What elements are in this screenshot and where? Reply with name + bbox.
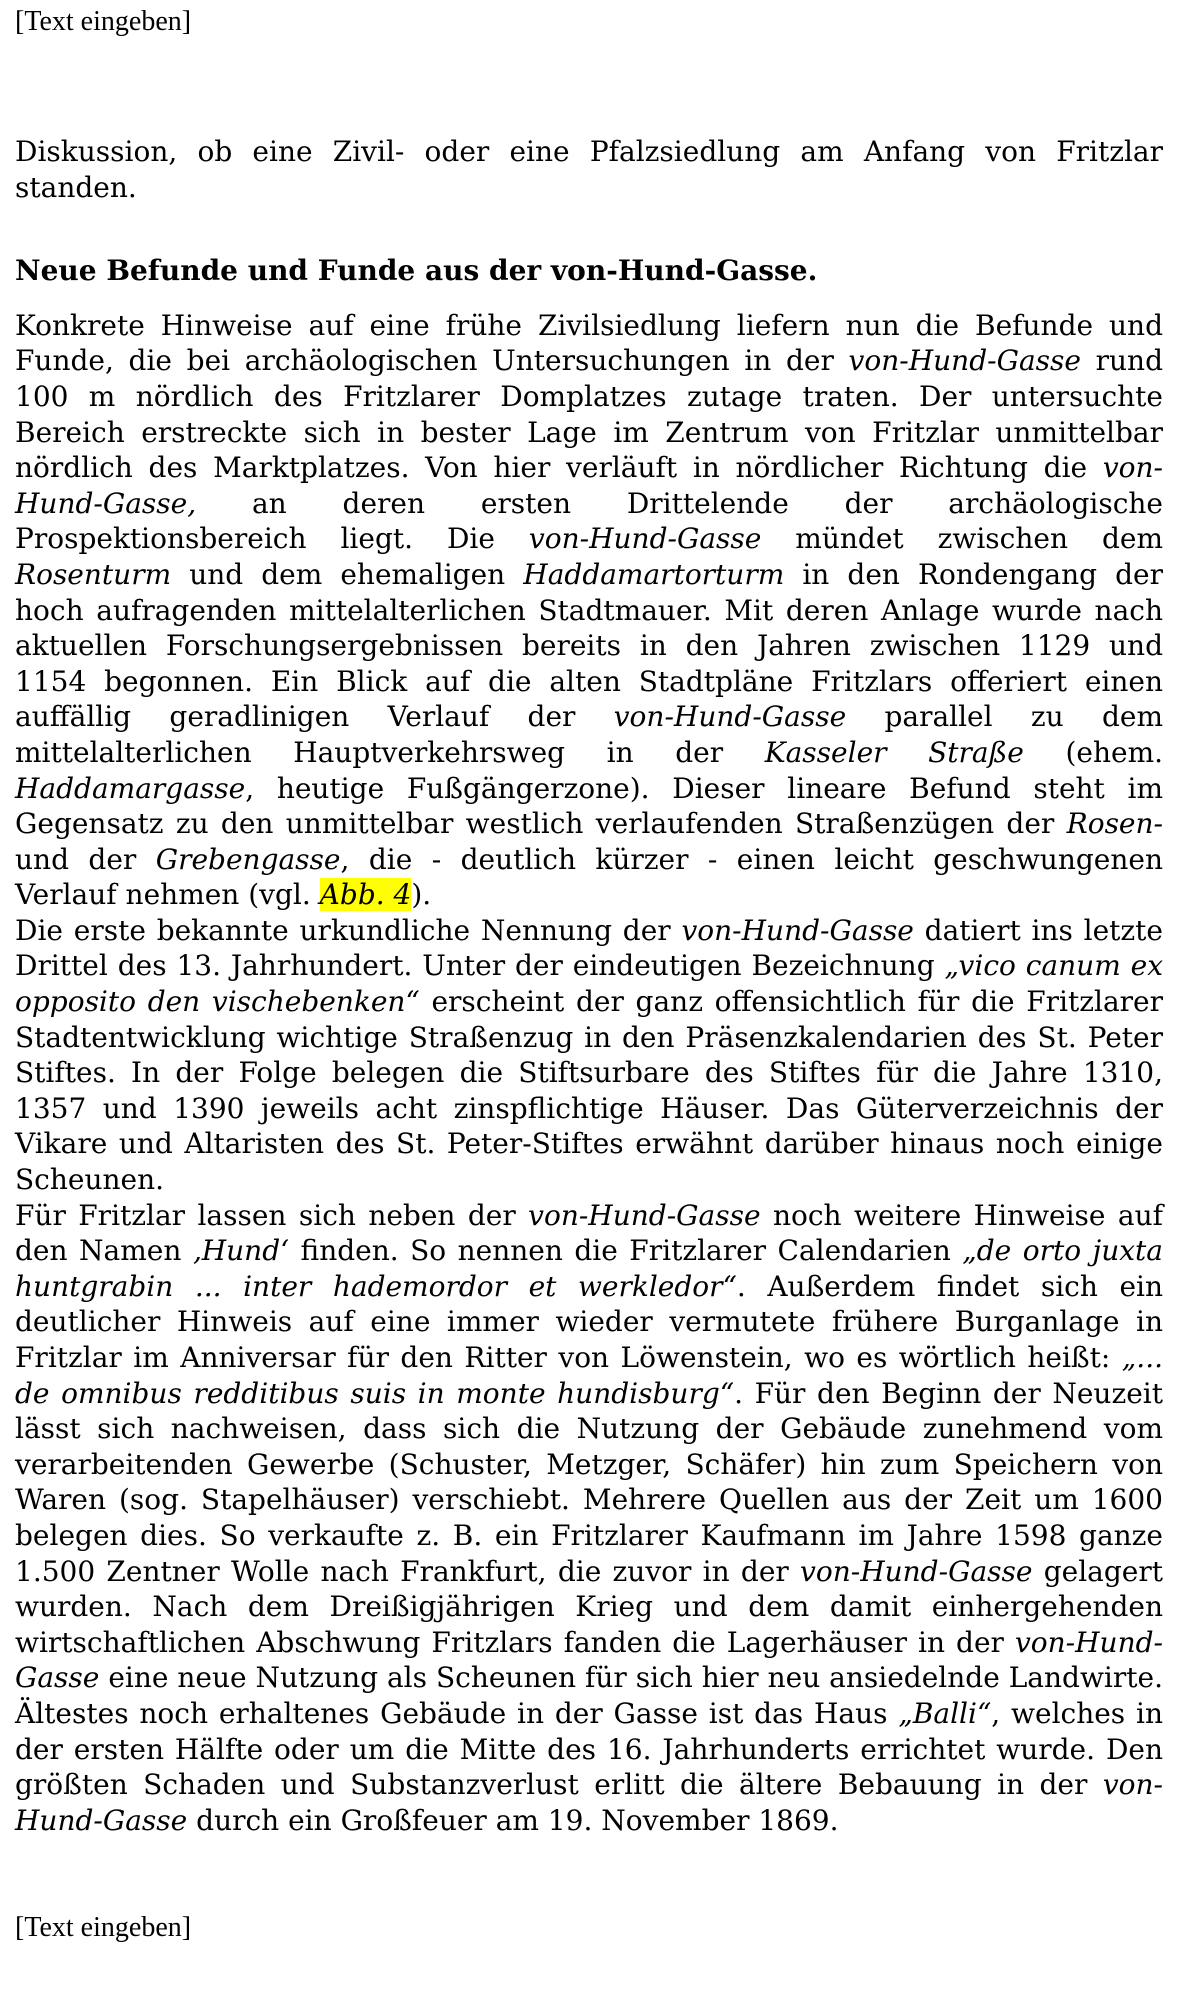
text-run: rund 100 m nördlich des Fritzlarer Domplatzes zutage traten. Der untersuchte Bereich erstreckte sich in bester Lage im Zentrum von Fritzlar unmittelbar nördlich des Marktplatzes. Von hier verläuft in nördlicher Richtung die	[15, 344, 1164, 485]
text-run: , welches in der ersten Hälfte oder um die Mitte des 16. Jahrhunderts errichtet wurde. Den größten Schaden und Substanzverlust erlitt die ältere Bebauung in der	[15, 1696, 1163, 1802]
text-run: (ehem.	[1023, 735, 1164, 769]
italic-run: Kasseler Straße	[764, 735, 1024, 769]
italic-run: „... de omnibus redditibus suis in monte hundisburg“	[15, 1341, 1163, 1410]
italic-run: Haddamartorturm	[523, 557, 785, 591]
text-run: parallel zu dem mittelalterlichen Hauptverkehrsweg in der	[15, 700, 1163, 769]
italic-run: von-Hund-Gasse	[681, 913, 914, 947]
text-run: erscheint der ganz offensichtlich für die Fritzlarer Stadtentwicklung wichtige Straßenzug in den Präsenzkalendarien des St. Peter Stiftes. In der Folge belegen die Stiftsurbare des Stiftes für die Jahre 1310, 1357 und 1390 jeweils acht zinspflichtige Häuser. Das Güterverzeichnis der Vikare und Altaristen des St. Peter-Stiftes erwähnt darüber hinaus noch einige Scheunen.	[15, 985, 1163, 1197]
header-placeholder[interactable]: [Text eingeben]	[15, 6, 192, 37]
text-run: ).	[411, 878, 432, 912]
text-run: Konkrete Hinweise auf eine frühe Zivilsiedlung liefern nun die Befunde und Funde, die bei archäologischen Untersuchungen in der	[15, 308, 1163, 378]
text-run: , die - deutlich kürzer - einen leicht geschwungenen Verlauf nehmen (vgl.	[15, 842, 1163, 912]
paragraph-1	[15, 308, 1163, 913]
italic-run: Rosen-	[1066, 807, 1163, 841]
text-run: finden. So nennen die Fritzlarer Calendarien	[289, 1234, 963, 1268]
italic-run: von-Hund-Gasse	[613, 700, 847, 734]
document-body	[15, 134, 1163, 1838]
text-run: in den Rondengang der hoch aufragenden mittelalterlichen Stadtmauer. Mit deren Anlage wurde nach aktuellen Forschungsergebnissen bereits in den Jahren zwischen 1129 und 1154 begonnen. Ein Blick auf die alten Stadtpläne Fritzlars offeriert einen auffällig geradlinigen Verlauf der	[15, 557, 1163, 734]
italic-run: von-Hund-Gasse	[528, 522, 762, 556]
text-run: . Außerdem findet sich ein deutlicher Hinweis auf eine immer wieder vermutete frühere Burganlage in Fritzlar im Anniversar für den Ritter von Löwenstein, wo es wörtlich heißt:	[15, 1269, 1164, 1374]
italic-run: von-Hund-Gasse	[15, 1625, 1163, 1695]
text-run: Die erste bekannte urkundliche Nennung der	[15, 913, 682, 947]
text-run: und der	[15, 842, 156, 876]
text-run: , heutige Fußgängerzone). Dieser lineare Befund steht im Gegensatz zu den unmittelbar westlich verlaufenden Straßenzügen der	[15, 771, 1163, 841]
section-heading: Neue Befunde und Funde aus der von-Hund-Gasse.	[15, 254, 818, 288]
text-run: Für Fritzlar lassen sich neben der	[15, 1198, 529, 1232]
italic-run: ‚Hund‘	[192, 1234, 290, 1268]
italic-run: von-Hund-Gasse	[848, 344, 1081, 378]
figure-reference-link[interactable]: Abb. 4	[319, 878, 412, 912]
italic-run: „vico canum ex opposito den vischebenken“	[15, 949, 1163, 1019]
text-run: durch ein Großfeuer am 19. November 1869.	[187, 1803, 839, 1837]
italic-run: Rosenturm	[15, 557, 172, 591]
paragraph-2	[15, 913, 1163, 1198]
text-run: eine neue Nutzung als Scheunen für sich hier neu ansiedelnde Landwirte. Ältestes noch erhaltenes Gebäude in der Gasse ist das Haus	[15, 1661, 1163, 1730]
italic-run: „Balli“	[898, 1696, 992, 1730]
paragraph-3	[15, 1198, 1163, 1839]
italic-run: Grebengasse	[155, 842, 341, 876]
italic-run: von-Hund-Gasse	[15, 1768, 1163, 1837]
text-run: gelagert wurden. Nach dem Dreißigjährigen Krieg und dem damit einhergehenden wirtschaftlichen Abschwung Fritzlars fanden die Lagerhäuser in der	[15, 1554, 1163, 1659]
text-run: mündet zwischen dem	[761, 522, 1163, 556]
italic-run: von-Hund-Gasse	[800, 1554, 1033, 1588]
text-run: . Für den Beginn der Neuzeit lässt sich nachweisen, dass sich die Nutzung der Gebäude zunehmend vom verarbeitenden Gewerbe (Schuster, Metzger, Schäfer) hin zum Speichern von Waren (sog. Stapelhäuser) verschiebt. Mehrere Quellen aus der Zeit um 1600 belegen dies. So verkaufte z. B. ein Fritzlarer Kaufmann im Jahre 1598 ganze 1.500 Zentner Wolle nach Frankfurt, die zuvor in der	[15, 1376, 1163, 1588]
italic-run: von-Hund-Gasse,	[15, 451, 1163, 520]
italic-run: Haddamargasse	[15, 771, 246, 805]
text-run: und dem ehemaligen	[171, 557, 524, 591]
text-run: datiert ins letzte Drittel des 13. Jahrhundert. Unter der eindeutigen Bezeichnung	[15, 913, 1163, 983]
intro-paragraph: Diskussion, ob eine Zivil- oder eine Pfalzsiedlung am Anfang von Fritzlar standen.	[15, 135, 1163, 204]
text-run: an deren ersten Drittelende der archäologische Prospektionsbereich liegt. Die	[15, 486, 1163, 556]
italic-run: von-Hund-Gasse	[528, 1198, 761, 1232]
footer-placeholder[interactable]: [Text eingeben]	[15, 1912, 192, 1943]
italic-run: „de orto juxta huntgrabin ... inter hademordor et werkledor“	[15, 1234, 1163, 1303]
text-run: noch weitere Hinweise auf den Namen	[15, 1198, 1163, 1268]
